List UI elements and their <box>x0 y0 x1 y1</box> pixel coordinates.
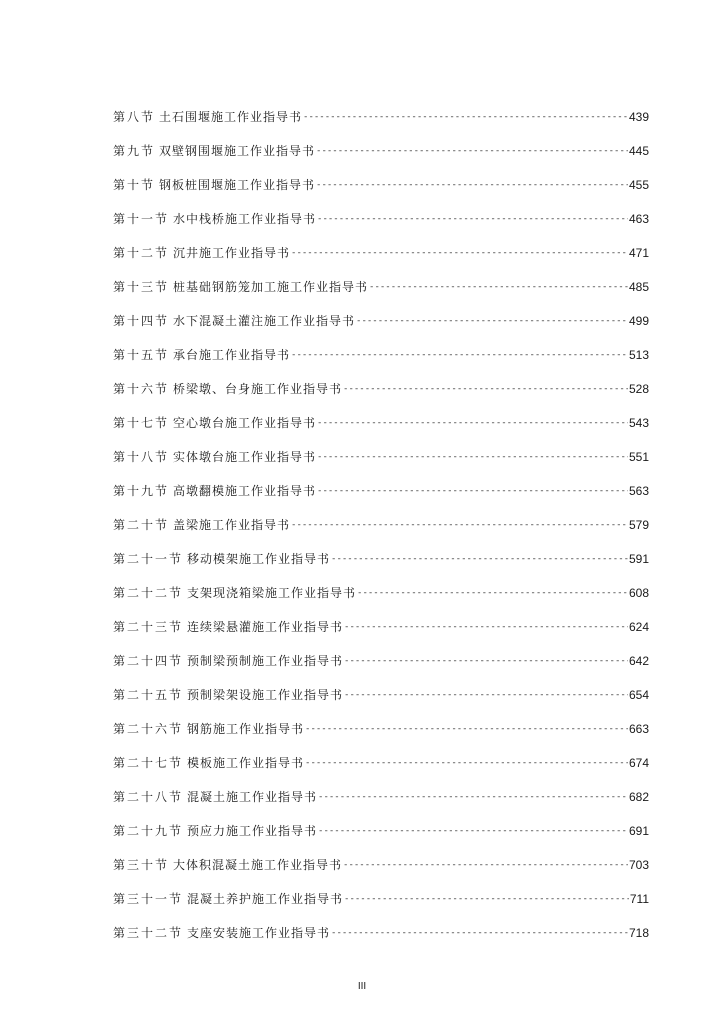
toc-page-number: 654 <box>628 688 649 702</box>
toc-entry[interactable] <box>113 882 649 916</box>
toc-dot-leader <box>317 483 628 499</box>
toc-page-number: 513 <box>628 348 649 362</box>
toc-section-number: 第十六节 <box>113 382 170 396</box>
toc-entry[interactable] <box>113 304 649 338</box>
toc-entry-title: 混凝土养护施工作业指导书 <box>187 892 344 906</box>
toc-section-number: 第十五节 <box>113 348 170 362</box>
toc-entry[interactable] <box>113 168 649 202</box>
toc-page-number: 543 <box>628 416 649 430</box>
toc-entry-title: 水中栈桥施工作业指导书 <box>173 212 317 226</box>
toc-entry[interactable] <box>113 372 649 406</box>
toc-section-number: 第三十二节 <box>113 926 184 940</box>
toc-dot-leader <box>344 653 628 669</box>
toc-entry[interactable] <box>113 338 649 372</box>
toc-dot-leader <box>331 925 628 941</box>
toc-section-number: 第十九节 <box>113 484 170 498</box>
toc-entry[interactable] <box>113 712 649 746</box>
toc-section-number: 第二十节 <box>113 518 170 532</box>
toc-section-number: 第二十二节 <box>113 586 184 600</box>
toc-page-number: 663 <box>628 722 649 736</box>
toc-dot-leader <box>318 789 628 805</box>
toc-entry-title: 盖梁施工作业指导书 <box>173 518 291 532</box>
toc-entry-title: 混凝土施工作业指导书 <box>187 790 318 804</box>
toc-section-number: 第三十节 <box>113 858 170 872</box>
toc-dot-leader <box>344 687 628 703</box>
toc-entry-title: 双壁钢围堰施工作业指导书 <box>159 144 316 158</box>
toc-dot-leader <box>291 245 628 261</box>
toc-page-number: 642 <box>628 654 649 668</box>
toc-page-number: 499 <box>628 314 649 328</box>
toc-entry[interactable] <box>113 780 649 814</box>
toc-section-number: 第二十一节 <box>113 552 184 566</box>
toc-entry-title: 高墩翻模施工作业指导书 <box>173 484 317 498</box>
toc-entry[interactable] <box>113 542 649 576</box>
toc-entry[interactable] <box>113 440 649 474</box>
toc-page-number: 674 <box>628 756 649 770</box>
toc-entry-title: 承台施工作业指导书 <box>173 348 291 362</box>
toc-dot-leader <box>357 585 628 601</box>
toc-entry-title: 预制梁架设施工作业指导书 <box>187 688 344 702</box>
toc-dot-leader <box>343 381 628 397</box>
toc-dot-leader <box>356 313 628 329</box>
toc-entry-title: 钢板桩围堰施工作业指导书 <box>159 178 316 192</box>
toc-entry[interactable] <box>113 814 649 848</box>
toc-section-number: 第十一节 <box>113 212 170 226</box>
toc-page-number: 608 <box>628 586 649 600</box>
toc-section-number: 第十八节 <box>113 450 170 464</box>
toc-entry-title: 水下混凝土灌注施工作业指导书 <box>173 314 356 328</box>
toc-entry-title: 沉井施工作业指导书 <box>173 246 291 260</box>
toc-dot-leader <box>303 109 628 125</box>
toc-dot-leader <box>316 143 628 159</box>
toc-entry[interactable] <box>113 576 649 610</box>
toc-entry[interactable] <box>113 746 649 780</box>
toc-entry-title: 土石围堰施工作业指导书 <box>159 110 303 124</box>
toc-entry-title: 支座安装施工作业指导书 <box>187 926 331 940</box>
toc-dot-leader <box>317 415 628 431</box>
toc-section-number: 第二十三节 <box>113 620 184 634</box>
toc-entry[interactable] <box>113 100 649 134</box>
toc-section-number: 第二十七节 <box>113 756 184 770</box>
toc-page-number: 682 <box>628 790 649 804</box>
toc-entry-title: 钢筋施工作业指导书 <box>187 722 305 736</box>
toc-page-number: 471 <box>628 246 649 260</box>
toc-entry[interactable] <box>113 610 649 644</box>
toc-section-number: 第二十五节 <box>113 688 184 702</box>
toc-entry-title: 桥梁墩、台身施工作业指导书 <box>173 382 343 396</box>
toc-dot-leader <box>291 517 628 533</box>
toc-section-number: 第十七节 <box>113 416 170 430</box>
toc-entry-title: 连续梁悬灌施工作业指导书 <box>187 620 344 634</box>
toc-dot-leader <box>316 177 628 193</box>
toc-entry[interactable] <box>113 916 649 950</box>
toc-entry[interactable] <box>113 134 649 168</box>
toc-page-number: 528 <box>628 382 649 396</box>
toc-dot-leader <box>317 449 628 465</box>
toc-section-number: 第九节 <box>113 144 156 158</box>
toc-section-number: 第八节 <box>113 110 156 124</box>
toc-page-number: 445 <box>628 144 649 158</box>
toc-page-number: 711 <box>629 892 649 906</box>
toc-dot-leader <box>317 211 628 227</box>
toc-entry[interactable] <box>113 202 649 236</box>
toc-page-number: 579 <box>628 518 649 532</box>
toc-section-number: 第二十四节 <box>113 654 184 668</box>
toc-section-number: 第二十八节 <box>113 790 184 804</box>
toc-page-number: 624 <box>628 620 649 634</box>
toc-section-number: 第十节 <box>113 178 156 192</box>
toc-entry[interactable] <box>113 406 649 440</box>
toc-section-number: 第十二节 <box>113 246 170 260</box>
toc-dot-leader <box>305 755 628 771</box>
toc-entry[interactable] <box>113 474 649 508</box>
toc-page-number: 455 <box>628 178 649 192</box>
page-number: III <box>357 981 367 992</box>
toc-entry[interactable] <box>113 678 649 712</box>
toc-dot-leader <box>291 347 628 363</box>
toc-entry-title: 大体积混凝土施工作业指导书 <box>173 858 343 872</box>
toc-entry[interactable] <box>113 848 649 882</box>
toc-entry[interactable] <box>113 270 649 304</box>
toc-dot-leader <box>343 857 628 873</box>
toc-entry[interactable] <box>113 644 649 678</box>
toc-page-number: 703 <box>628 858 649 872</box>
toc-entry-title: 空心墩台施工作业指导书 <box>173 416 317 430</box>
toc-section-number: 第十三节 <box>113 280 170 294</box>
toc-entry-title: 桩基础钢筋笼加工施工作业指导书 <box>173 280 369 294</box>
toc-section-number: 第二十九节 <box>113 824 184 838</box>
toc-page-number: 591 <box>628 552 649 566</box>
toc-entry-title: 移动模架施工作业指导书 <box>187 552 331 566</box>
toc-entry-title: 预制梁预制施工作业指导书 <box>187 654 344 668</box>
table-of-contents <box>113 100 649 950</box>
toc-dot-leader <box>344 891 629 907</box>
toc-entry-title: 预应力施工作业指导书 <box>187 824 318 838</box>
toc-page-number: 463 <box>628 212 649 226</box>
toc-entry[interactable] <box>113 508 649 542</box>
toc-dot-leader <box>331 551 628 567</box>
toc-dot-leader <box>305 721 628 737</box>
toc-entry[interactable] <box>113 236 649 270</box>
toc-section-number: 第三十一节 <box>113 892 184 906</box>
toc-page-number: 718 <box>628 926 649 940</box>
toc-entry-title: 支架现浇箱梁施工作业指导书 <box>187 586 357 600</box>
toc-page-number: 485 <box>628 280 649 294</box>
toc-page-number: 691 <box>628 824 649 838</box>
toc-dot-leader <box>318 823 628 839</box>
toc-dot-leader <box>344 619 628 635</box>
toc-section-number: 第十四节 <box>113 314 170 328</box>
toc-entry-title: 模板施工作业指导书 <box>187 756 305 770</box>
toc-page-number: 439 <box>628 110 649 124</box>
toc-dot-leader <box>369 279 628 295</box>
toc-entry-title: 实体墩台施工作业指导书 <box>173 450 317 464</box>
toc-section-number: 第二十六节 <box>113 722 184 736</box>
toc-page-number: 551 <box>628 450 649 464</box>
toc-page-number: 563 <box>628 484 649 498</box>
